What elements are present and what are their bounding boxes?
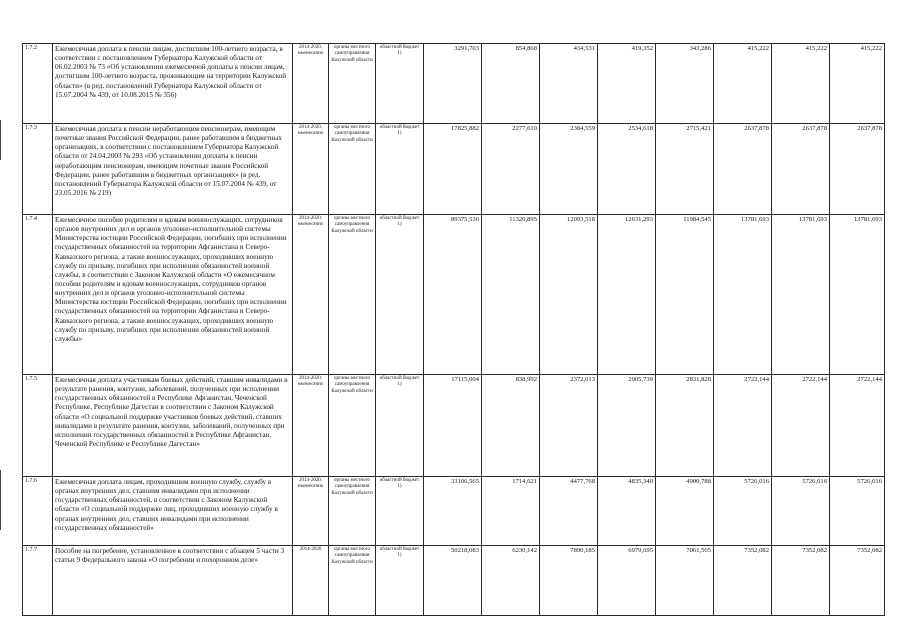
- year-amount: 2384,559: [540, 124, 598, 215]
- year-amount: 343,286: [656, 44, 714, 124]
- year-amount: 7352,082: [830, 546, 885, 616]
- year-amount: 2722,144: [830, 375, 885, 477]
- funding-source: областной бюджет 1): [376, 44, 424, 124]
- scan-edge-mark: [0, 120, 1, 160]
- funding-source: областной бюджет 1): [376, 546, 424, 616]
- executor: органы местного самоуправления Калужской области: [329, 44, 376, 124]
- measure-description: Ежемесячная доплата к пенсии лицам, достигшим 100-летнего возраста, в соответствии с постановлением Губернатора Калужской области от 06.02.2003 № 73 «Об установлении ежемесячной доплаты к пенсии лицам, достигшим 100-летнего возраста, проживающим на территории Калужской области» (в ред. постановлений Губернатора Калужской области от 15.07.2004 № 439, от 10.08.2015 № 356): [53, 44, 293, 124]
- measure-description: Пособие на погребение, установленное в соответствии с абзацем 5 части 3 статьи 9 Федерального закона «О погребении и похоронном деле»: [53, 546, 293, 616]
- year-amount: 7352,082: [772, 546, 830, 616]
- table-row: [23, 215, 885, 375]
- year-amount: 415,222: [772, 44, 830, 124]
- measure-description: Ежемесячная доплата к пенсии неработающим пенсионерам, имеющим почетные звания Российской Федерации, ранее работавшим в бюджетных организациях, в соответствии с постановлением Губернатора Калужской области от 24.04.2003 № 293 «Об установлении доплаты к пенсии неработающим пенсионерам, имеющим почетные звания Российской Федерации, ранее работавшим в бюджетных организациях» (в ред. постановлений Губернатора Калужской области от 15.07.2004 № 439, от 23.05.2016 № 219): [53, 124, 293, 215]
- executor: органы местного самоуправления Калужской области: [329, 477, 376, 546]
- year-amount: 415,222: [830, 44, 885, 124]
- row-number: 1.7.6: [23, 477, 53, 546]
- year-amount: 2277,610: [482, 124, 540, 215]
- year-amount: 419,352: [598, 44, 656, 124]
- year-amount: 838,992: [482, 375, 540, 477]
- year-amount: 4900,788: [656, 477, 714, 546]
- year-amount: 2715,421: [656, 124, 714, 215]
- row-number: 1.7.5: [23, 375, 53, 477]
- row-number: 1.7.4: [23, 215, 53, 375]
- year-amount: 12093,518: [540, 215, 598, 375]
- total-amount: 33106,565: [424, 477, 482, 546]
- year-amount: 415,222: [714, 44, 772, 124]
- year-amount: 6230,142: [482, 546, 540, 616]
- execution-term: 2014-2020, ежемесячно: [293, 44, 329, 124]
- year-amount: 1714,621: [482, 477, 540, 546]
- total-amount: 3291,703: [424, 44, 482, 124]
- year-amount: 854,868: [482, 44, 540, 124]
- total-amount: 17115,004: [424, 375, 482, 477]
- funding-source: областной бюджет 1): [376, 215, 424, 375]
- executor: органы местного самоуправления Калужской области: [329, 375, 376, 477]
- table-row: [23, 546, 885, 616]
- year-amount: 7352,082: [714, 546, 772, 616]
- table-row: [23, 375, 885, 477]
- funding-source: областной бюджет 1): [376, 124, 424, 215]
- year-amount: 434,531: [540, 44, 598, 124]
- year-amount: 2372,013: [540, 375, 598, 477]
- year-amount: 4477,768: [540, 477, 598, 546]
- table-row: [23, 477, 885, 546]
- execution-term: 2014-2020, ежемесячно: [293, 215, 329, 375]
- row-number: 1.7.2: [23, 44, 53, 124]
- measure-description: Ежемесячная доплата участникам боевых действий, ставшим инвалидами в результате ранения, контузии, заболеваний, полученных при исполнении государственных обязанностей в Республике Афганистан, Чеченской Республике, Республике Дагестан в соответствии с Законом Калужской области «О социальной поддержке участников боевых действий, ставших инвалидами в результате ранения, контузии, заболеваний, полученных при исполнении государственных обязанностей в Республике Афганистан, Чеченской Республике и Республике Дагестан»: [53, 375, 293, 477]
- total-amount: 50218,083: [424, 546, 482, 616]
- year-amount: 2722,144: [714, 375, 772, 477]
- execution-term: 2014-2020, ежемесячно: [293, 477, 329, 546]
- executor: органы местного самоуправления Калужской области: [329, 546, 376, 616]
- total-amount: 17825,882: [424, 124, 482, 215]
- executor: органы местного самоуправления Калужской области: [329, 215, 376, 375]
- row-number: 1.7.7: [23, 546, 53, 616]
- execution-term: 2014-2020, ежемесячно: [293, 375, 329, 477]
- year-amount: 11984,545: [656, 215, 714, 375]
- year-amount: 2831,828: [656, 375, 714, 477]
- year-amount: 2722,144: [772, 375, 830, 477]
- year-amount: 4835,340: [598, 477, 656, 546]
- year-amount: 7061,505: [656, 546, 714, 616]
- year-amount: 11320,895: [482, 215, 540, 375]
- funding-source: областной бюджет 1): [376, 375, 424, 477]
- year-amount: 2637,878: [830, 124, 885, 215]
- measure-description: Ежемесячное пособие родителям и вдовам военнослужащих, сотрудников органов внутренних дел и органов уголовно-исполнительной системы Министерства юстиции Российской Федерации, погибших при исполнении государственных обязанностей на территории Афганистана и Северо-Кавказского региона, а также военнослужащих, проходивших военную службу по призыву, погибших при исполнении обязанностей военной службы, в соответствии с Законом Калужской области «О ежемесячном пособии родителям и вдовам военнослужащих, сотрудников органов внутренних дел и органов уголовно-исполнительной системы Министерства юстиции Российской Федерации, погибших при исполнении государственных обязанностей на территории Афганистана и Северо-Кавказского региона, а также военнослужащих, проходивших военную службу по призыву, погибших при исполнении обязанностей военной службы»: [53, 215, 293, 375]
- year-amount: 5726,016: [830, 477, 885, 546]
- year-amount: 12631,293: [598, 215, 656, 375]
- year-amount: 5726,016: [714, 477, 772, 546]
- year-amount: 13781,693: [830, 215, 885, 375]
- year-amount: 2534,618: [598, 124, 656, 215]
- budget-measures-table: [22, 43, 885, 616]
- table-row: [23, 124, 885, 215]
- year-amount: 13781,693: [714, 215, 772, 375]
- year-amount: 6979,695: [598, 546, 656, 616]
- scan-edge-mark: [0, 470, 1, 530]
- year-amount: 13781,693: [772, 215, 830, 375]
- row-number: 1.7.3: [23, 124, 53, 215]
- year-amount: 5726,016: [772, 477, 830, 546]
- execution-term: 2014-2020: [293, 546, 329, 616]
- year-amount: 2637,878: [714, 124, 772, 215]
- year-amount: 2637,878: [772, 124, 830, 215]
- measure-description: Ежемесячная доплата лицам, проходившим военную службу, службу в органах внутренних дел, ставшим инвалидами при исполнении государственных обязанностей, в соответствии с Законом Калужской области «О социальной поддержке лиц, проходивших военную службу в органах внутренних дел, ставших инвалидами при исполнении государственных обязанностей»: [53, 477, 293, 546]
- execution-term: 2014-2020, ежемесячно: [293, 124, 329, 215]
- year-amount: 7890,185: [540, 546, 598, 616]
- executor: органы местного самоуправления Калужской области: [329, 124, 376, 215]
- funding-source: областной бюджет 1): [376, 477, 424, 546]
- year-amount: 2905,739: [598, 375, 656, 477]
- table-row: [23, 44, 885, 124]
- total-amount: 89375,530: [424, 215, 482, 375]
